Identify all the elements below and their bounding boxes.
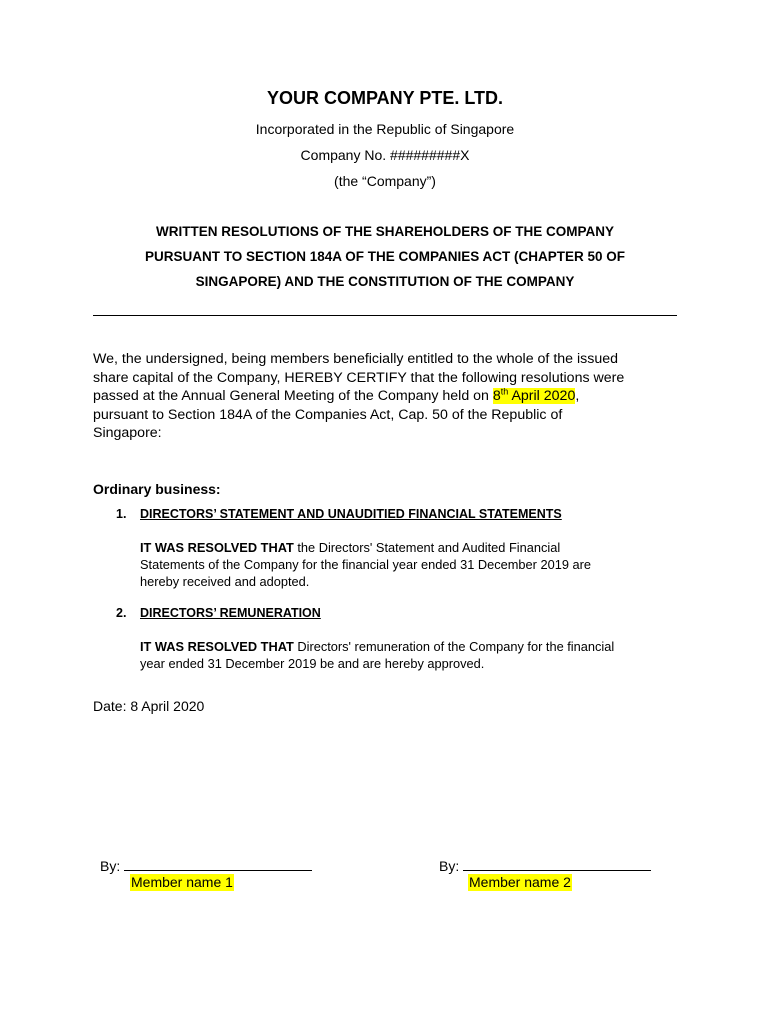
meeting-date-suffix: th (500, 386, 509, 397)
resolution-date: Date: 8 April 2020 (93, 698, 205, 714)
intro-line-3-text: passed at the Annual General Meeting of the Company held on (93, 388, 493, 404)
item-1-line-2: Statements of the Company for the financial year ended 31 December 2019 are (140, 557, 592, 572)
intro-line-1: We, the undersigned, being members beneficially entitled to the whole of the issued (93, 351, 618, 367)
item-1-line-3: hereby received and adopted. (140, 574, 310, 589)
item-2-number: 2. (116, 606, 127, 620)
intro-line-3 (93, 387, 683, 406)
intro-line-2: share capital of the Company, HEREBY CERTIFY that the following resolutions were (93, 369, 625, 386)
signature-block-1 (100, 857, 312, 874)
signature-1-by-label: By: (100, 858, 121, 874)
signature-1-line[interactable] (124, 857, 312, 871)
item-2-line-1 (140, 638, 685, 655)
resolution-heading-line-2: PURSUANT TO SECTION 184A OF THE COMPANIES ACT (CHAPTER 50 OF (144, 249, 626, 264)
signature-2-line[interactable] (463, 857, 651, 871)
resolution-heading-line-3: SINGAPORE) AND THE CONSTITUTION OF THE COMPANY (195, 274, 575, 289)
intro-line-4: pursuant to Section 184A of the Companies Act, Cap. 50 of the Republic of (93, 406, 563, 423)
company-name: YOUR COMPANY PTE. LTD. (266, 88, 503, 108)
signature-2-by-label: By: (439, 858, 460, 874)
intro-line-3-end: , (575, 388, 580, 404)
intro-line-5: Singapore: (93, 425, 162, 441)
company-defined-term: (the “Company”) (334, 173, 436, 189)
meeting-date-highlight (493, 388, 575, 404)
meeting-date-day: 8 (492, 388, 501, 404)
item-2-resolved-label: IT WAS RESOLVED THAT (140, 639, 294, 654)
item-1-body (140, 539, 685, 590)
member-name-2: Member name 2 (469, 874, 571, 890)
meeting-date-month-year: April 2020 (508, 388, 576, 404)
item-2-title: DIRECTORS’ REMUNERATION (140, 606, 321, 620)
intro-paragraph (93, 350, 683, 443)
signature-block-2 (439, 857, 651, 874)
item-2-body (140, 638, 685, 672)
item-1-line-1-text: the Directors' Statement and Audited Financial (293, 540, 561, 555)
item-1-number: 1. (116, 507, 127, 521)
member-name-1: Member name 1 (131, 874, 233, 890)
incorporation-line: Incorporated in the Republic of Singapore (255, 121, 515, 137)
company-number: Company No. #########X (300, 147, 470, 163)
resolution-heading-line-1: WRITTEN RESOLUTIONS OF THE SHAREHOLDERS OF THE COMPANY (155, 224, 614, 239)
item-2-line-1-text: Directors' remuneration of the Company for the financial (293, 639, 615, 654)
item-2-line-2: year ended 31 December 2019 be and are hereby approved. (140, 656, 485, 671)
item-1-title: DIRECTORS’ STATEMENT AND UNAUDITIED FINANCIAL STATEMENTS (140, 507, 562, 521)
item-1-resolved-label: IT WAS RESOLVED THAT (140, 540, 294, 555)
item-1-line-1 (140, 539, 685, 556)
ordinary-business-heading: Ordinary business: (93, 481, 221, 497)
heading-divider (93, 315, 677, 316)
